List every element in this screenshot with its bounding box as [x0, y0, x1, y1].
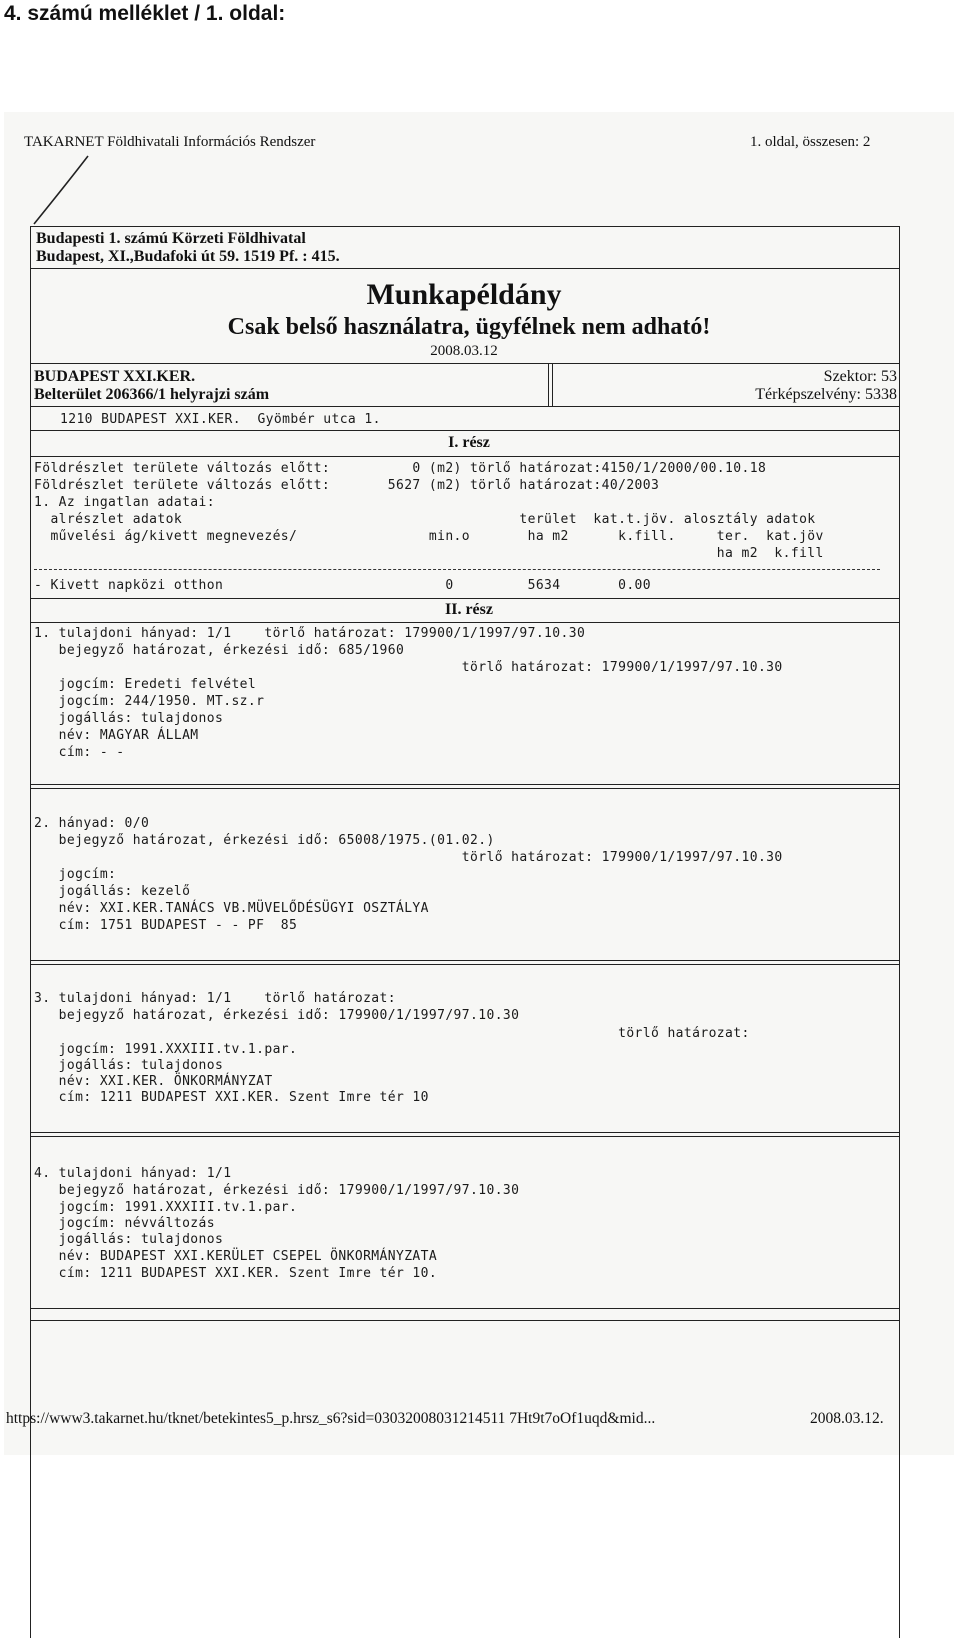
entry-line: bejegyző határozat, érkezési idő: 179900/1/1997/97.10.30 — [34, 1183, 520, 1198]
part1-line: - Kivett napközi otthon 0 5634 0.00 — [34, 578, 651, 593]
property-address: 1210 BUDAPEST XXI.KER. Gyömbér utca 1. — [60, 412, 381, 427]
entry-line: törlő határozat: 179900/1/1997/97.10.30 — [34, 850, 783, 865]
divider — [30, 598, 900, 599]
divider — [30, 788, 900, 789]
part2-title: II. rész — [445, 601, 493, 618]
entry-line: 4. tulajdoni hányad: 1/1 — [34, 1166, 232, 1181]
scanned-document — [4, 112, 954, 1455]
entry-line: jogcím: 244/1950. MT.sz.r — [34, 694, 265, 709]
entry-line: jogcím: névváltozás — [34, 1216, 215, 1231]
part1-line: alrészlet adatok terület kat.t.jöv. alosztály adatok — [34, 512, 816, 527]
entry-line: név: XXI.KER. ÖNKORMÁNYZAT — [34, 1074, 273, 1089]
entry-line: bejegyző határozat, érkezési idő: 685/1960 — [34, 643, 405, 658]
divider — [30, 622, 900, 623]
part1-line: 1. Az ingatlan adatai: — [34, 495, 215, 510]
entry-line: jogállás: kezelő — [34, 884, 191, 899]
district: BUDAPEST XXI.KER. — [34, 368, 196, 385]
system-name: TAKARNET Földhivatali Információs Rendszer — [24, 134, 316, 150]
part1-line: művelési ág/kivett megnevezés/ min.o ha m2 k.fill. ter. kat.jöv — [34, 529, 824, 544]
entry-line: cím: 1751 BUDAPEST - - PF 85 — [34, 918, 298, 933]
footer-url[interactable]: https://www3.takarnet.hu/tknet/betekintes5_p.hrsz_s6?sid=03032008031214511 7Ht9t7oOf1uqd&mid... — [6, 1410, 656, 1427]
divider — [548, 363, 549, 406]
entry-line: bejegyző határozat, érkezési idő: 65008/1975.(01.02.) — [34, 833, 495, 848]
parcel-number: Belterület 206366/1 helyrajzi szám — [34, 386, 270, 403]
entry-line: cím: - - — [34, 745, 125, 760]
entry-line: törlő határozat: — [34, 1026, 750, 1041]
entry-line: név: MAGYAR ÁLLAM — [34, 728, 199, 743]
part1-title: I. rész — [448, 434, 490, 451]
entry-line: jogállás: tulajdonos — [34, 1058, 224, 1073]
entry-line: 3. tulajdoni hányad: 1/1 törlő határozat: — [34, 991, 396, 1006]
divider — [552, 363, 553, 406]
entry-line: jogállás: tulajdonos — [34, 1232, 224, 1247]
document-subtitle: Csak belső használatra, ügyfélnek nem adható! — [227, 314, 711, 340]
map-sheet: Térképszelvény: 5338 — [755, 386, 897, 403]
divider — [30, 1136, 900, 1137]
entry-line: jogcím: — [34, 867, 117, 882]
entry-line: jogcím: 1991.XXXIII.tv.1.par. — [34, 1042, 298, 1057]
entry-line: cím: 1211 BUDAPEST XXI.KER. Szent Imre tér 10 — [34, 1090, 429, 1105]
part1-line: Földrészlet területe változás előtt: 5627 (m2) törlő határozat:40/2003 — [34, 478, 660, 493]
entry-line: 2. hányad: 0/0 — [34, 816, 150, 831]
footer-date: 2008.03.12. — [810, 1410, 884, 1427]
divider — [30, 430, 900, 431]
divider — [30, 1308, 900, 1309]
office-address: Budapest, XI.,Budafoki út 59. 1519 Pf. : 415. — [36, 248, 340, 265]
divider — [30, 456, 900, 457]
dashed-separator — [34, 569, 880, 570]
page-info: 1. oldal, összesen: 2 — [750, 134, 871, 150]
sector: Szektor: 53 — [823, 368, 897, 385]
handwritten-mark — [28, 152, 98, 232]
divider — [30, 964, 900, 965]
document-title: Munkapéldány — [366, 278, 562, 311]
entry-line: jogcím: 1991.XXXIII.tv.1.par. — [34, 1200, 298, 1215]
entry-line: 1. tulajdoni hányad: 1/1 törlő határozat: 179900/1/1997/97.10.30 — [34, 626, 586, 641]
divider — [30, 1320, 900, 1321]
document-date: 2008.03.12 — [430, 343, 498, 359]
entry-line: bejegyző határozat, érkezési idő: 179900/1/1997/97.10.30 — [34, 1008, 520, 1023]
divider — [30, 960, 900, 961]
entry-line: név: XXI.KER.TANÁCS VB.MÜVELŐDÉSÜGYI OSZTÁLYA — [34, 901, 429, 916]
entry-line: név: BUDAPEST XXI.KERÜLET CSEPEL ÖNKORMÁNYZATA — [34, 1249, 438, 1264]
divider — [30, 406, 900, 407]
page-heading: 4. számú melléklet / 1. oldal: — [4, 2, 286, 25]
entry-line: cím: 1211 BUDAPEST XXI.KER. Szent Imre tér 10. — [34, 1266, 438, 1281]
part1-line: Földrészlet területe változás előtt: 0 (m2) törlő határozat:4150/1/2000/00.10.18 — [34, 461, 767, 476]
entry-line: jogcím: Eredeti felvétel — [34, 677, 257, 692]
divider — [30, 268, 900, 269]
entry-line: törlő határozat: 179900/1/1997/97.10.30 — [34, 660, 783, 675]
divider — [30, 784, 900, 785]
divider — [30, 1132, 900, 1133]
part1-line: ha m2 k.fill — [34, 546, 824, 561]
entry-line: jogállás: tulajdonos — [34, 711, 224, 726]
office-name: Budapesti 1. számú Körzeti Földhivatal — [36, 230, 306, 247]
divider — [30, 363, 900, 364]
